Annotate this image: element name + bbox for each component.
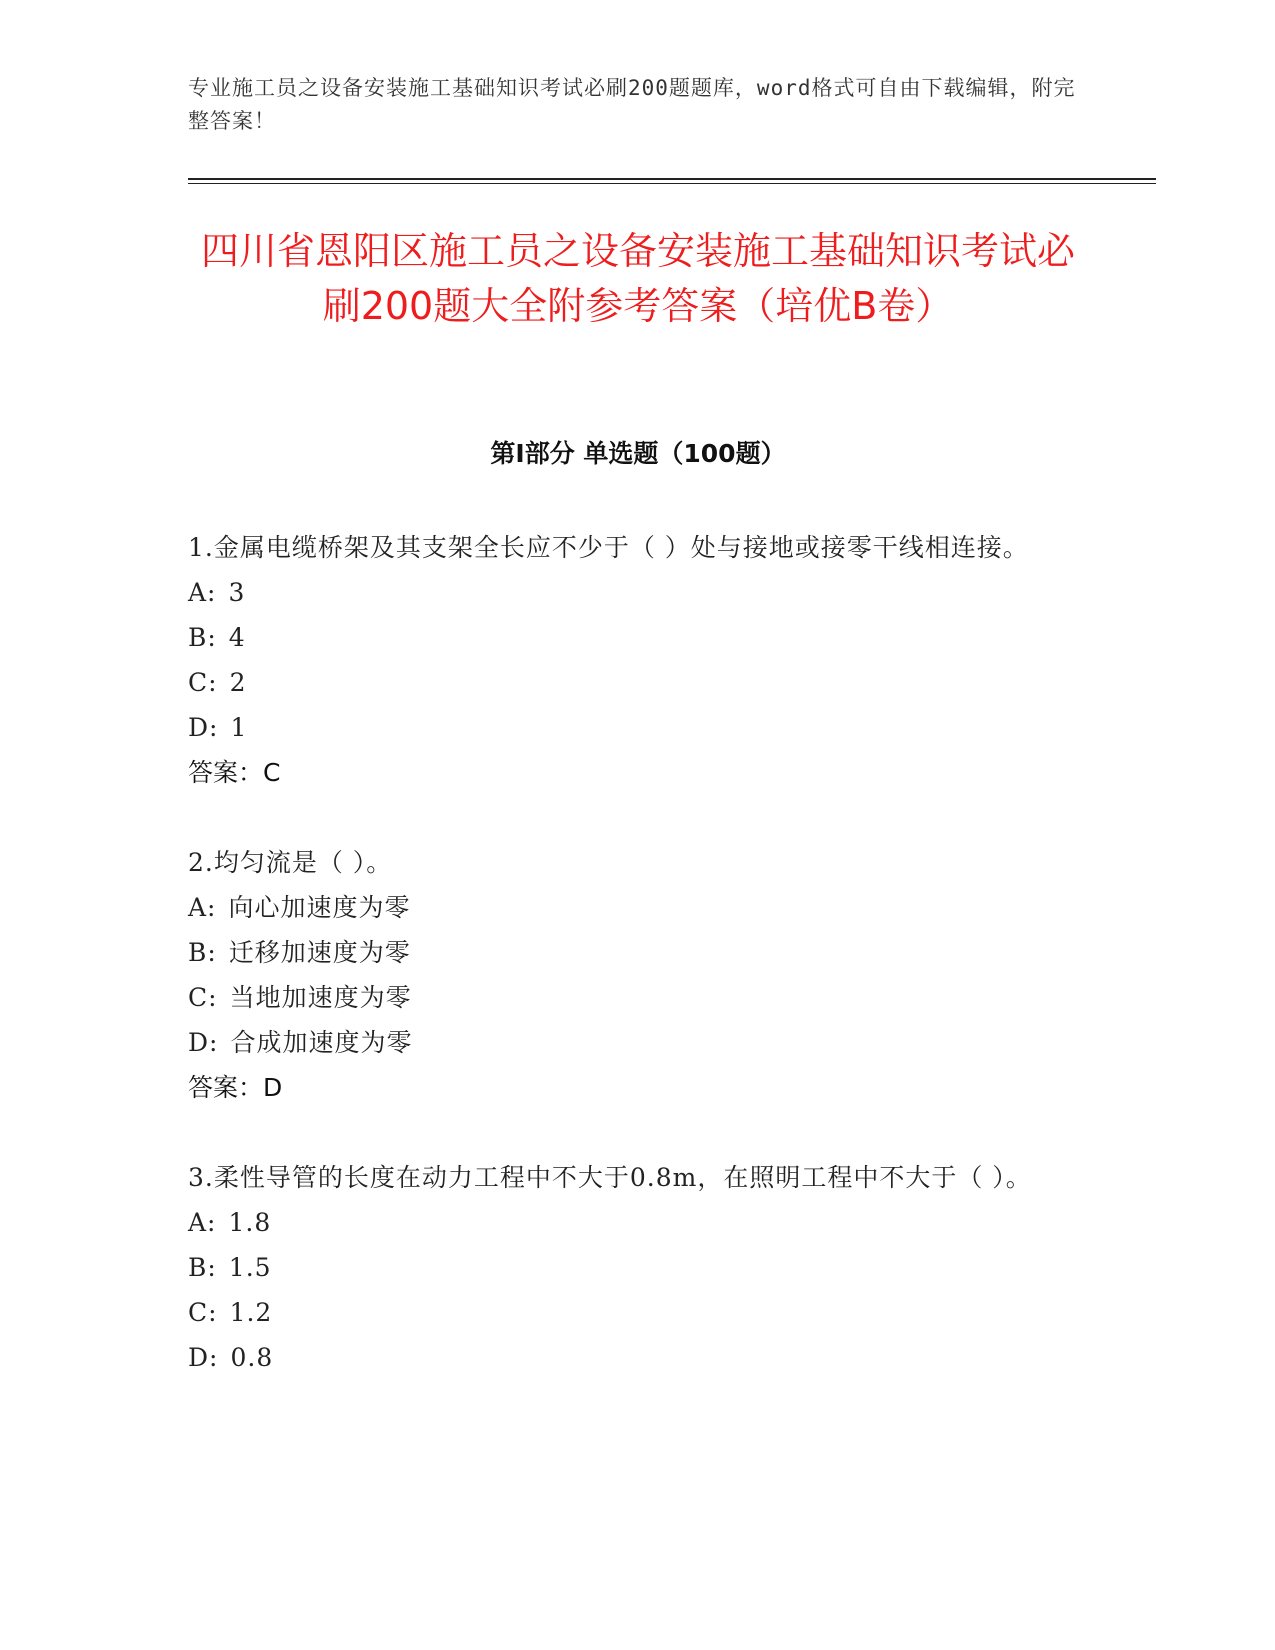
option-b: [188, 930, 1088, 975]
option-letter: C:: [188, 668, 218, 697]
header-note: 专业施工员之设备安装施工基础知识考试必刷200题题库，word格式可自由下载编辑，附完整答案！: [188, 76, 1076, 133]
option-value: 1.2: [229, 1298, 273, 1327]
question-text: 1.金属电缆桥架及其支架全长应不少于（ ）处与接地或接零干线相连接。: [188, 533, 1029, 562]
option-a: [188, 885, 1088, 930]
option-value: 4: [228, 623, 246, 652]
option-letter: D:: [188, 1028, 219, 1057]
option-value: 0.8: [230, 1343, 274, 1372]
section-title: 第Ⅰ部分 单选题（100题）: [490, 439, 786, 468]
document-title: 四川省恩阳区施工员之设备安装施工基础知识考试必刷200题大全附参考答案（培优B卷）: [200, 229, 1075, 328]
option-d: [188, 1335, 1088, 1380]
option-b: [188, 1245, 1088, 1290]
option-value: 迁移加速度为零: [228, 938, 411, 967]
option-c: [188, 660, 1088, 705]
question-list: [188, 526, 1088, 1426]
question-text: 3.柔性导管的长度在动力工程中不大于0.8m，在照明工程中不大于（ ）。: [188, 1163, 1032, 1192]
question-text: 2.均匀流是（ ）。: [188, 848, 393, 877]
option-letter: C:: [188, 983, 218, 1012]
question-2: [188, 841, 1088, 1110]
option-value: 向心加速度为零: [228, 893, 411, 922]
option-letter: B:: [188, 623, 217, 652]
question-3: [188, 1156, 1088, 1380]
option-letter: A:: [188, 893, 217, 922]
option-a: [188, 570, 1088, 615]
option-b: [188, 615, 1088, 660]
option-value: 1.5: [228, 1253, 272, 1282]
option-letter: D:: [188, 713, 219, 742]
option-letter: B:: [188, 938, 217, 967]
option-letter: A:: [188, 1208, 217, 1237]
option-value: 2: [229, 668, 247, 697]
option-d: [188, 705, 1088, 750]
option-d: [188, 1020, 1088, 1065]
option-value: 当地加速度为零: [229, 983, 412, 1012]
option-value: 1.8: [228, 1208, 272, 1237]
option-c: [188, 1290, 1088, 1335]
answer-line: 答案：C: [188, 758, 281, 787]
option-value: 3: [228, 578, 246, 607]
question-1: [188, 526, 1088, 795]
option-value: 合成加速度为零: [230, 1028, 413, 1057]
option-letter: B:: [188, 1253, 217, 1282]
answer-line: 答案：D: [188, 1073, 283, 1102]
option-c: [188, 975, 1088, 1020]
header-rule-thick: [188, 178, 1156, 180]
option-letter: A:: [188, 578, 217, 607]
option-letter: D:: [188, 1343, 219, 1372]
header-rule-thin: [188, 183, 1156, 184]
option-letter: C:: [188, 1298, 218, 1327]
option-a: [188, 1200, 1088, 1245]
option-value: 1: [230, 713, 248, 742]
